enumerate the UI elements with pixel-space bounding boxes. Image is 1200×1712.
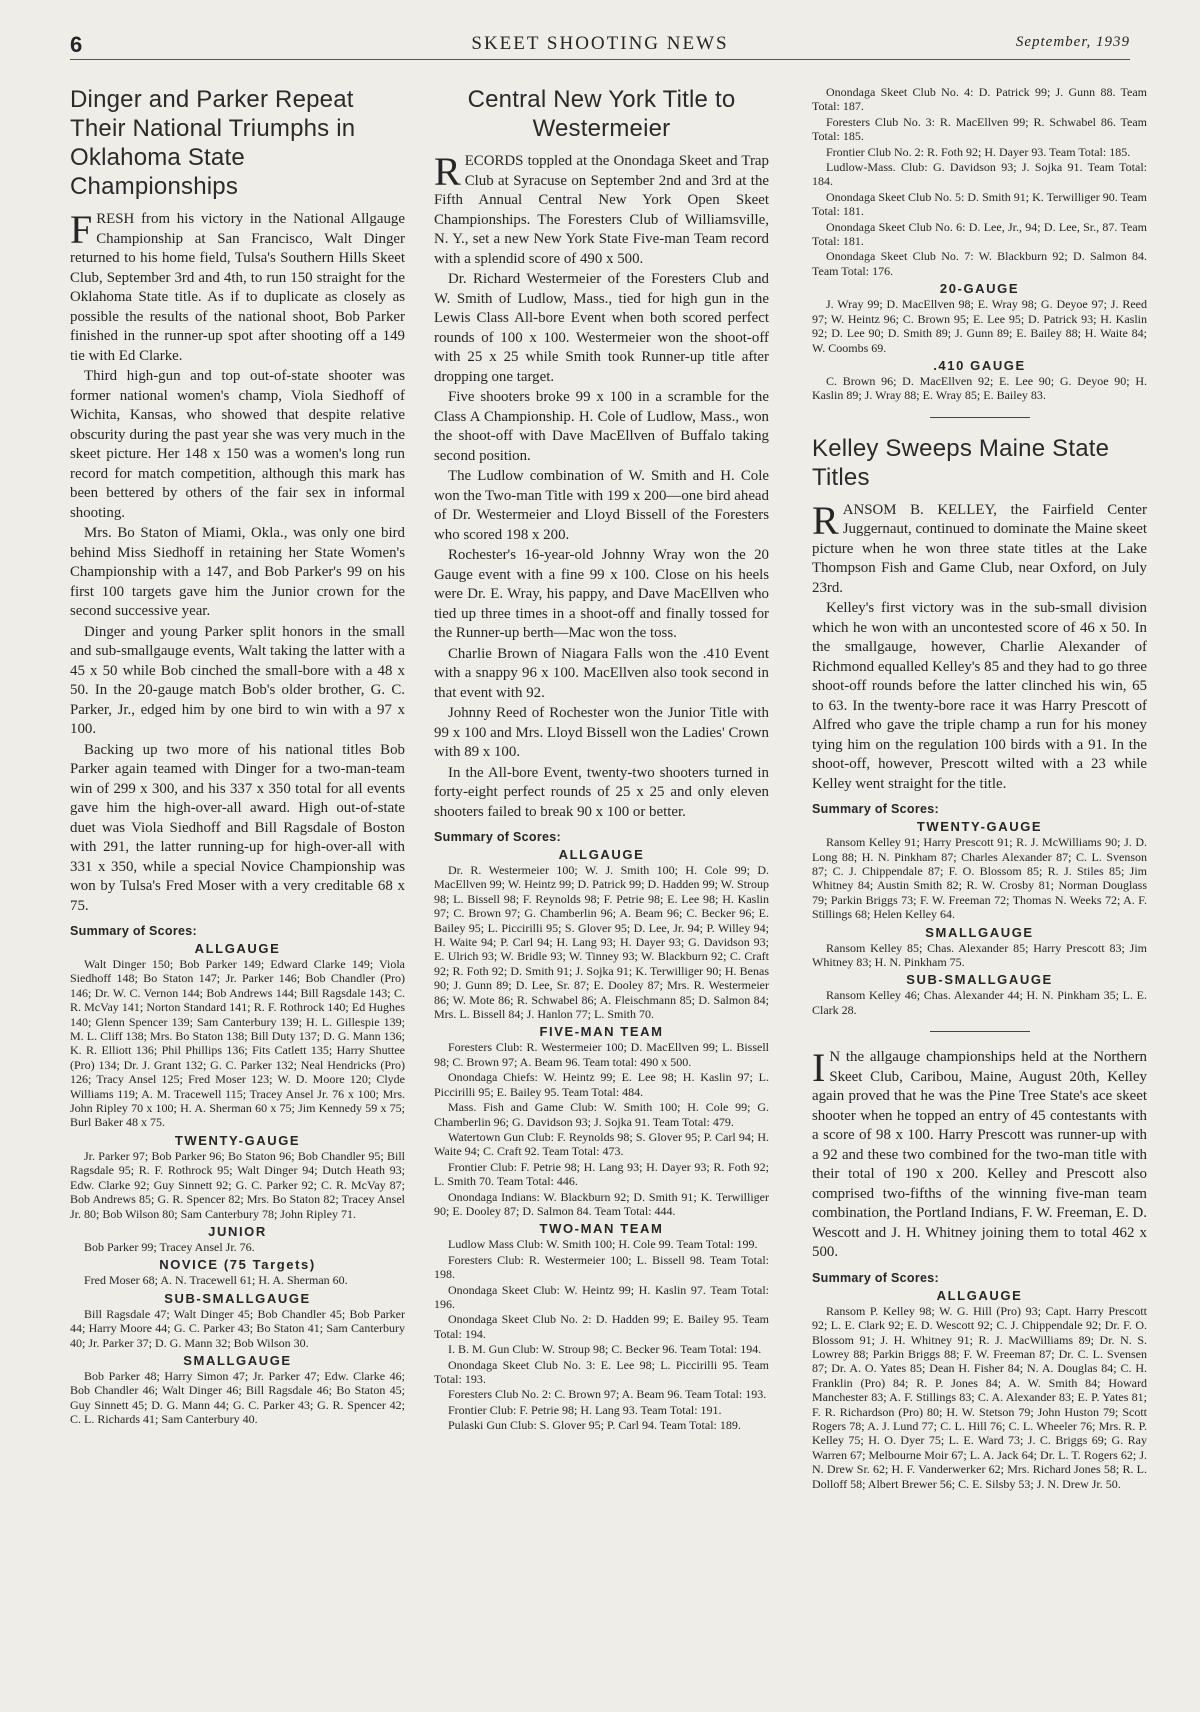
team-score: Frontier Club No. 2: R. Foth 92; H. Dayer 93. Team Total: 185. <box>826 144 1131 159</box>
article-paragraph: RANSOM B. KELLEY, the Fairfield Center Juggernaut, continued to dominate the Maine skeet picture when he won three state titles at the Lake Thompson Fish and Game Club, near Oxford, on July 23rd. <box>812 497 1147 596</box>
article-paragraph: Mrs. Bo Staton of Miami, Okla., was only one bird behind Miss Siedhoff in retaining her State Women's Championship with a 147, and Bob Parker's 99 on his first 100 targets gave him the Junior crown for the second successive year. <box>70 525 405 619</box>
team-score: Foresters Club No. 2: C. Brown 97; A. Beam 96. Team Total: 193. <box>448 1387 767 1402</box>
event-heading: SUB-SMALLGAUGE <box>906 972 1053 988</box>
event-heading: TWENTY-GAUGE <box>174 1132 301 1148</box>
article-paragraph: The Ludlow combination of W. Smith and H. Cole won the Two-man Title with 199 x 200—one bird ahead of Dr. Westermeier and Lloyd Bissell of the Foresters who scored 198 x 200. <box>434 468 769 543</box>
summary-heading: Summary of Scores: <box>434 830 561 844</box>
article-paragraph: I N the allgauge championships held at the Northern Skeet Club, Caribou, Maine, August 20th, Kelley again proved that he was the Pine Tree State's ace skeet shooter when he topped an entry of 45 contestants with a score of 98 x 100. Harry Prescott was runner-up with a 92 and these two combined for the two-man title with their total of 190 x 200. Kelley and Prescott also comprised two-fifths of the winning five-man team combination, the Portland Indians, F. W. Freeman, E. D. Wescott and J. H. Whitney joining them to total 462 x 500. <box>812 1045 1147 1261</box>
article-paragraph: Rochester's 16-year-old Johnny Wray won the 20 Gauge event with a fine 99 x 100. Close on his heels were Dr. E. Wray, his pappy, and Dave MacEllven who tied up three times in a shoot-off and finally tossed for the Runner-up berth—Mac won the toss. <box>434 547 769 641</box>
article-paragraph: Backing up two more of his national titles Bob Parker again teamed with Dinger for a two-man-team win of 299 x 300, and his 337 x 350 total for all events gave him the high-over-all award. High out-of-state duet was Viola Siedhoff and Bill Ragsdale of Boston with 291, the latter running-up for high-over-all with 331 x 350, while a special Novice Championship was won by Tulsa's Fred Moser with a very creditable 68 x 75. <box>70 741 405 914</box>
score-list: Ransom Kelley 46; Chas. Alexander 44; H. N. Pinkham 35; L. E. Clark 28. <box>812 988 1147 1017</box>
page-number: 6 <box>70 32 83 57</box>
section-divider <box>930 1031 1030 1032</box>
team-score: Ludlow Mass Club: W. Smith 100; H. Cole 99. Team Total: 199. <box>448 1237 758 1252</box>
event-heading: ALLGAUGE <box>558 847 645 862</box>
article-paragraph: FRESH from his victory in the National Allgauge Championship at San Francisco, Walt Dinger returned to his home field, Tulsa's Southern Hills Skeet Club, September 3rd and 4th, to run 150 straight for the Oklahoma State title. As if to duplicate as closely as possible the results of the national shoot, Bob Parker finished in the runner-up spot after shooting off a 149 tie with Ed Clarke. <box>70 207 405 364</box>
score-list: Ransom Kelley 91; Harry Prescott 91; R. J. McWilliams 90; J. D. Long 88; H. N. Pinkham 87; Charles Alexander 87; C. L. Svenson 87; C. J. Chippendale 87; F. O. Blossom 85; R. J. Stiles 85; Jim Whitney 84; Austin Smith 82; R. W. Crosby 81; Norman Douglass 79; Parkin Briggs 73; F. W. Freeman 72; Thomas N. Weeks 72; A. F. Stillings 68; Helen Kelley 64. <box>812 835 1147 922</box>
score-list: Walt Dinger 150; Bob Parker 149; Edward Clarke 149; Viola Siedhoff 148; Bo Staton 147; Jr. Parker 146; Bob Chandler (Pro) 146; Dr. W. C. Vernon 144; Bob Andrews 144; Bill Ragsdale 143; C. R. McVay 141; Norton Standard 141; R. F. Rothrock 140; Ed Hughes 140; Glenn Spencer 139; Sam Canterbury 139; H. L. Gillespie 139; M. L. Cliff 138; Mrs. Bo Staton 138; Bill Duty 137; D. G. Mann 136; K. R. Elliott 136; Phil Phillips 136; Fits Catlett 135; Harry Shuttee (Pro) 134; Dr. J. Grant 132; G. C. Parker 132; Neal Hendricks (Pro) 126; Tracy Ansel 125; Fred Moser 123; W. D. Moore 120; Clyde Williams 119; A. M. Tracewell 115; Tracey Ansel Jr. 76 x 100; Mrs. John Ripley 70 x 100; H. A. Sherman 60 x 75; Jim Kennedy 59 x 75; Burl Baker 48 x 75. <box>70 957 405 1130</box>
article-title: Kelley Sweeps Maine State Titles <box>812 434 1110 491</box>
article-paragraph: RECORDS toppled at the Onondaga Skeet and Trap Club at Syracuse on September 2nd and 3rd at the Fifth Annual Central New York Open Skeet Championships. The Foresters Club of Williamsville, N. Y., set a new New York State Five-man Team record with a splendid score of 490 x 500. <box>434 149 769 267</box>
event-heading: SMALLGAUGE <box>925 924 1034 940</box>
event-heading: SMALLGAUGE <box>183 1352 292 1368</box>
team-score: Foresters Club: R. Westermeier 100; L. Bissell 98. Team Total: 198. <box>434 1252 769 1282</box>
event-heading: ALLGAUGE <box>194 941 281 956</box>
event-heading: SUB-SMALLGAUGE <box>164 1290 311 1306</box>
team-score: Onondaga Chiefs: W. Heintz 99; E. Lee 98; H. Kaslin 97; L. Piccirilli 95; E. Bailey 95. Team Total: 484. <box>434 1070 769 1099</box>
score-list: Ransom Kelley 85; Chas. Alexander 85; Harry Prescott 83; Jim Whitney 83; H. N. Pinkham 75. <box>812 940 1147 970</box>
section-divider <box>930 417 1030 418</box>
event-heading: NOVICE (75 Targets) <box>159 1257 316 1273</box>
team-score: Frontier Club: F. Petrie 98; H. Lang 93; H. Dayer 93; R. Foth 92; L. Smith 70. Team Total: 446. <box>434 1159 769 1189</box>
summary-heading: Summary of Scores: <box>812 802 939 817</box>
summary-heading: Summary of Scores: <box>70 924 197 938</box>
team-score: Onondaga Skeet Club No. 7: W. Blackburn 92; D. Salmon 84. Team Total: 176. <box>812 249 1147 278</box>
team-score: Onondaga Skeet Club No. 2: D. Hadden 99; E. Bailey 95. Team Total: 194. <box>434 1312 769 1341</box>
team-score: Foresters Club No. 3: R. MacEllven 99; R. Schwabel 86. Team Total: 185. <box>812 114 1147 144</box>
team-score: Onondaga Skeet Club No. 4: D. Patrick 99; J. Gunn 88. Team Total: 187. <box>812 85 1147 114</box>
issue-date: September, 1939 <box>1015 34 1130 50</box>
article-paragraph: Dr. Richard Westermeier of the Foresters Club and W. Smith of Ludlow, Mass., tied for high gun in the Lewis Class All-bore Event when both scored perfect rounds of 100 x 100. Westermeier won the shoot-off with 25 x 25 while Smith took Runner-up title after dropping one target. <box>434 271 769 385</box>
article-paragraph: Charlie Brown of Niagara Falls won the .410 Event with a snappy 96 x 100. MacEllven also took second in that event with 92. <box>434 645 769 701</box>
team-score: Foresters Club: R. Westermeier 100; D. MacEllven 99; L. Bissell 98; C. Brown 97; A. Beam 96. Team total: 490 x 500. <box>434 1040 769 1069</box>
score-list: Bob Parker 99; Tracey Ansel Jr. 76. <box>84 1239 255 1254</box>
event-heading: FIVE-MAN TEAM <box>539 1024 664 1040</box>
article-paragraph: Kelley's first victory was in the sub-small division which he won with an uncontested score of 46 x 50. In the smallgauge, however, Charlie Alexander of Richmond equalled Kelley's 85 and they had to go three shoot-off rounds before the latter clinched his win, 65 to 63. In the twenty-bore race it was Harry Prescott of Alfred who gave the triple champ a run for his money tying him on the regulation 100 birds with a 91. In the shoot-off, however, Prescott wilted with a 23 while Kelley went straight for the title. <box>812 600 1147 792</box>
drop-cap: R <box>434 149 461 194</box>
event-heading: ALLGAUGE <box>936 1287 1023 1303</box>
page-header <box>70 30 1130 60</box>
event-heading: TWO-MAN TEAM <box>539 1221 664 1237</box>
column-3 <box>812 85 1147 1492</box>
team-score: Frontier Club: F. Petrie 98; H. Lang 93. Team Total: 191. <box>448 1402 722 1417</box>
drop-cap: F <box>70 207 93 252</box>
event-heading: JUNIOR <box>208 1223 267 1239</box>
summary-heading: Summary of Scores: <box>812 1270 939 1285</box>
team-score: Onondaga Skeet Club No. 3: E. Lee 98; L. Piccirilli 95. Team Total: 193. <box>434 1357 769 1386</box>
team-score: Ludlow-Mass. Club: G. Davidson 93; J. Sojka 91. Team Total: 184. <box>812 160 1147 189</box>
score-list: Bob Parker 48; Harry Simon 47; Jr. Parker 47; Edw. Clarke 46; Bob Chandler 46; Walt Dinger 46; Bill Ragsdale 46; Bo Staton 45; Guy Sinnett 45; D. G. Mann 44; G. C. Parker 43; G. R. Spencer 42; C. L. Richards 41; Sam Canterbury 40. <box>70 1368 405 1427</box>
magazine-title: SKEET SHOOTING NEWS <box>471 33 729 54</box>
article-paragraph: Dinger and young Parker split honors in the small and sub-smallgauge events, Walt taking the latter with a 45 x 50 while Bob cinched the small-bore with a 48 x 50. In the 20-gauge match Bob's older brother, G. C. Parker, Jr., edged him by one bird to win with a 97 x 100. <box>70 623 405 737</box>
drop-cap: R <box>812 497 839 543</box>
team-score: Watertown Gun Club: F. Reynolds 98; S. Glover 95; P. Carl 94; H. Waite 94; C. Craft 92. Team Total: 473. <box>434 1129 769 1159</box>
team-score: I. B. M. Gun Club: W. Stroup 98; C. Becker 96. Team Total: 194. <box>448 1342 762 1357</box>
team-score: Onondaga Skeet Club No. 6: D. Lee, Jr., 94; D. Lee, Sr., 87. Team Total: 181. <box>812 219 1147 249</box>
column-2 <box>434 85 769 1434</box>
column-1 <box>70 85 405 1428</box>
team-score: Onondaga Skeet Club: W. Heintz 99; H. Kaslin 97. Team Total: 196. <box>434 1282 769 1311</box>
team-score: Mass. Fish and Game Club: W. Smith 100; H. Cole 99; G. Chamberlin 96; G. Davidson 93; J. Sojka 91. Team Total: 479. <box>434 1100 769 1129</box>
team-score: Pulaski Gun Club: S. Glover 95; P. Carl 94. Team Total: 189. <box>448 1418 741 1433</box>
score-list: J. Wray 99; D. MacEllven 98; E. Wray 98; G. Deyoe 97; J. Reed 97; W. Heintz 96; C. Brown 95; E. Lee 95; D. Patrick 93; H. Kaslin 92; D. Lee 90; D. Smith 89; J. Gunn 89; E. Bailey 88; H. Waite 84; W. Coombs 69. <box>812 297 1147 355</box>
event-heading: .410 GAUGE <box>933 357 1026 373</box>
article-paragraph: Johnny Reed of Rochester won the Junior Title with 99 x 100 and Mrs. Lloyd Bissell won the Ladies' Crown with 89 x 100. <box>434 705 769 760</box>
score-list: Dr. R. Westermeier 100; W. J. Smith 100; H. Cole 99; D. MacEllven 99; W. Heintz 99; D. Patrick 99; D. Hadden 99; W. Stroup 98; L. Bissell 98; F. Reynolds 98; F. Petrie 98; E. Lee 98; H. Kaslin 97; C. Brown 97; G. Chamberlin 96; A. Beam 96; C. Becker 96; E. Bailey 95; L. Piccirilli 95; S. Glover 95; D. Lee, Jr. 94; P. Willey 94; H. Waite 94; P. Carl 94; H. Lang 93; H. Dayer 93; G. Davidson 93; E. Ulrich 93; W. Bridle 93; W. Tinney 93; W. Blackburn 92; C. Craft 92; R. Foth 92; D. Smith 91; J. Sojka 91; K. Terwilliger 90; H. Benas 90; J. Gunn 89; D. Lee, Sr. 87; E. Dooley 87; Mrs. R. Westermeier 86; W. Mote 86; R. Schwabel 86; A. Fleischmann 85; D. Salmon 84; Mrs. L. Bissell 84; J. Hanlon 77; L. Smith 70. <box>434 863 769 1022</box>
team-score: Onondaga Indians: W. Blackburn 92; D. Smith 91; K. Terwilliger 90; E. Dooley 87; D. Salmon 84. Team Total: 444. <box>434 1189 769 1218</box>
score-list: Ransom P. Kelley 98; W. G. Hill (Pro) 93; Capt. Harry Prescott 92; L. E. Clark 92; E. D. Wescott 92; C. J. Chippendale 92; Dr. F. O. Blossom 91; J. H. Whitney 91; R. J. MacWilliams 89; Dr. N. S. Lowrey 88; Parkin Briggs 88; F. W. Freeman 87; Dr. C. L. Svensen 87; Dr. A. O. Yates 85; Dean H. Fisher 84; N. A. Douglas 84; C. H. Franklin (Pro) 84; R. P. Jones 84; A. W. Smith 84; Howard Manchester 83; A. F. Stillings 83; C. A. Alexander 83; E. P. Yates 81; F. R. Richardson (Pro) 80; H. W. Stetson 79; John Huston 79; Scott Rogers 78; A. J. Lund 77; C. L. Hill 76; C. L. Wheeler 76; Mrs. R. P. Kelley 75; H. O. Dyer 75; L. E. Ward 73; J. C. Briggs 69; G. Ray Warren 67; Melbourne Moir 67; L. A. Jack 64; Dr. L. T. Rogers 62; J. N. Drew Sr. 62; H. F. Vanderwerker 62; Mrs. Richard Jones 58; R. L. Dolloff 58; Albert Brewer 56; C. E. Silsby 53; J. N. Drew Jr. 50. <box>812 1303 1147 1491</box>
article-paragraph: Five shooters broke 99 x 100 in a scramble for the Class A Championship. H. Cole of Ludlow, Mass., won the shoot-off with Dave MacEllven of Buffalo taking second position. <box>434 389 769 464</box>
article-paragraph: Third high-gun and top out-of-state shooter was former national women's champ, Viola Siedhoff of Wichita, Kansas, who showed that despite relative obscurity during the past year she was very much in the skeet picture. Her 148 x 150 was a women's long run record for match competition, although this mark has been bettered by others of the fair sex in informal shooting. <box>70 368 405 521</box>
score-list: Fred Moser 68; A. N. Tracewell 61; H. A. Sherman 60. <box>84 1273 348 1288</box>
article-paragraph: In the All-bore Event, twenty-two shooters turned in forty-eight perfect rounds of 25 x 25 and only eleven shooters failed to break 90 x 100 or better. <box>434 764 769 820</box>
score-list: Jr. Parker 97; Bob Parker 96; Bo Staton 96; Bob Chandler 95; Bill Ragsdale 95; R. F. Rothrock 95; Walt Dinger 94; Dutch Heath 93; Edw. Clarke 92; Guy Sinnett 92; G. C. Parker 92; C. R. McVay 87; Bob Andrews 85; G. R. Spencer 82; Mrs. Bo Staton 82; Tracey Ansel Jr. 80; Bob Wilson 80; Sam Canterbury 78; John Ripley 71. <box>70 1148 405 1221</box>
article-title: Central New York Title to Westermeier <box>467 86 736 142</box>
article-title: Dinger and Parker Repeat Their National Triumphs in Oklahoma State Championships <box>70 86 356 200</box>
score-list: Bill Ragsdale 47; Walt Dinger 45; Bob Chandler 45; Bob Parker 44; Harry Moore 44; G. C. Parker 43; Bo Staton 41; Sam Canterbury 40; Jr. Parker 37; D. G. Mann 32; Bob Wilson 30. <box>70 1306 405 1350</box>
score-list: C. Brown 96; D. MacEllven 92; E. Lee 90; G. Deyoe 90; H. Kaslin 89; J. Wray 88; E. Wray 85; E. Bailey 83. <box>812 373 1147 403</box>
event-heading: 20-GAUGE <box>939 281 1020 297</box>
drop-cap: I <box>812 1045 826 1091</box>
event-heading: TWENTY-GAUGE <box>916 819 1043 835</box>
team-score: Onondaga Skeet Club No. 5: D. Smith 91; K. Terwilliger 90. Team Total: 181. <box>812 189 1147 219</box>
